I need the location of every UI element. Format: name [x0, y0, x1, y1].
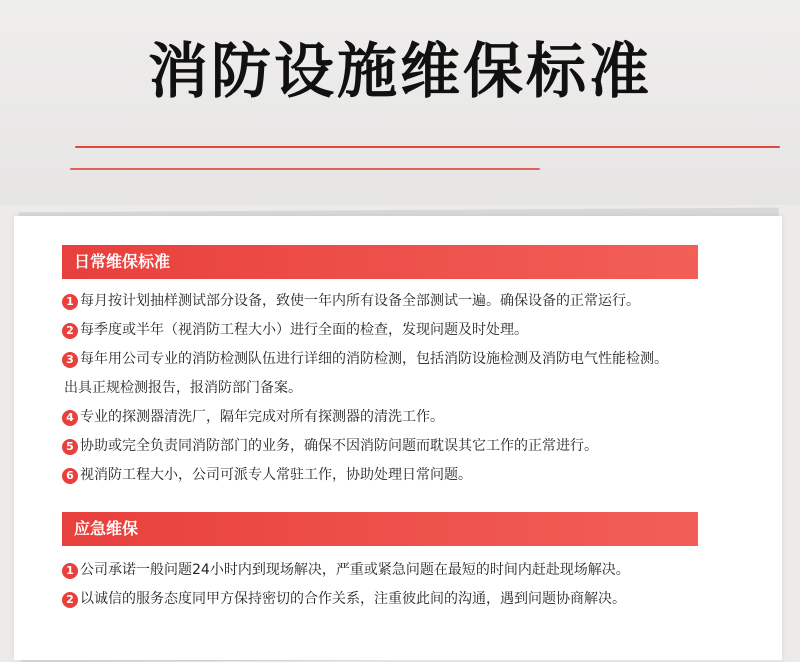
list-item [62, 585, 762, 614]
number-badge: 1 [62, 563, 78, 579]
list-item [62, 403, 762, 432]
emergency-maintenance-list [62, 556, 762, 614]
list-item-text: 每季度或半年（视消防工程大小）进行全面的检查，发现问题及时处理。 [80, 322, 528, 338]
list-item-text: 专业的探测器清洗厂，隔年完成对所有探测器的清洗工作。 [80, 409, 444, 425]
list-item-text: 协助或完全负责同消防部门的业务，确保不因消防问题而耽误其它工作的正常进行。 [80, 438, 598, 454]
list-item-text: 视消防工程大小，公司可派专人常驻工作，协助处理日常问题。 [80, 467, 472, 483]
number-badge: 2 [62, 592, 78, 608]
list-item-text: 出具正规检测报告，报消防部门备案。 [64, 380, 302, 396]
list-item-text: 以诚信的服务态度同甲方保持密切的合作关系，注重彼此间的沟通，遇到问题协商解决。 [80, 591, 626, 607]
list-item [62, 316, 762, 345]
number-badge: 2 [62, 323, 78, 339]
section-header-emergency-maintenance: 应急维保 [62, 512, 698, 546]
page-title: 消防设施维保标准 [148, 37, 652, 107]
number-badge: 4 [62, 410, 78, 426]
list-item-text: 每月按计划抽样测试部分设备，致使一年内所有设备全部测试一遍。确保设备的正常运行。 [80, 293, 640, 309]
list-item-text: 每年用公司专业的消防检测队伍进行详细的消防检测，包括消防设施检测及消防电气性能检测。 [80, 351, 668, 367]
decorative-red-line [70, 168, 540, 170]
list-item [62, 287, 762, 316]
section-header-daily-maintenance: 日常维保标准 [62, 245, 698, 279]
daily-maintenance-list [62, 287, 762, 490]
decorative-red-line [75, 146, 780, 148]
number-badge: 6 [62, 468, 78, 484]
number-badge: 1 [62, 294, 78, 310]
number-badge: 3 [62, 352, 78, 368]
number-badge: 5 [62, 439, 78, 455]
list-item [62, 461, 762, 490]
list-item-text: 公司承诺一般问题24小时内到现场解决，严重或紧急问题在最短的时间内赶赴现场解决。 [80, 562, 630, 578]
list-item-continuation [62, 374, 762, 403]
list-item [62, 556, 762, 585]
list-item [62, 432, 762, 461]
list-item [62, 345, 762, 374]
